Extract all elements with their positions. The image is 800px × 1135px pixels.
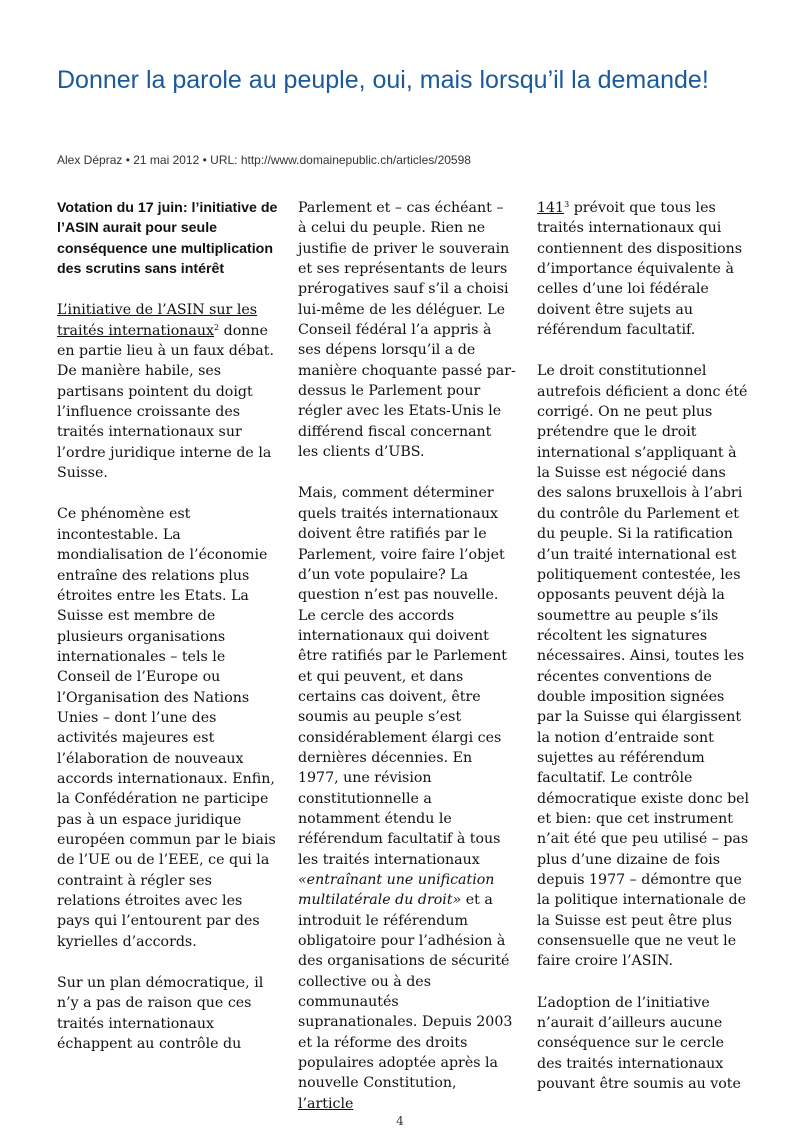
paragraph: Parlement et – cas échéant – à celui du peuple. Rien ne justifie de priver le souverain et ses représentants de leurs prérogatives sauf s’il a choisi lui-même de les déléguer. Le Conseil fédéral l’a appris à ses dépens lorsqu’il a de manière choquante passé par-dessus le Parlement pour régler avec les Etats-Unis le différend fiscal concernant les clients d’UBS. — [298, 200, 516, 461]
lead-subtitle: Votation du 17 juin: l’initiative de l’ASIN aurait pour seule conséquence une multiplication des scrutins sans intérêt — [57, 200, 278, 278]
paragraph-text: prévoit que tous les traités internationaux qui contiennent des dispositions d’importance équivalente à celles d’une loi fédérale doivent être sujets au référendum facultatif. — [537, 200, 743, 339]
paragraph — [298, 483, 516, 1114]
paragraph-text: et a introduit le référendum obligatoire pour l’adhésion à des organisations de sécurité collective ou à des communautés supranationales. Depuis 2003 et la réforme des droits populaires adoptée après la nouvelle Constitution, — [298, 892, 513, 1092]
paragraph: L’adoption de l’initiative n’aurait d’ailleurs aucune conséquence sur le cercle des traités internationaux pouvant être soumis au vote — [537, 994, 741, 1093]
page-number: 4 — [396, 1114, 404, 1128]
article-141-link[interactable]: l’article — [298, 1095, 354, 1112]
text-column-2 — [298, 198, 516, 1135]
article-byline: Alex Dépraz • 21 mai 2012 • URL: http://www.domainepublic.ch/articles/20598 — [57, 153, 471, 167]
paragraph — [57, 300, 279, 483]
paragraph-text: donne en partie lieu à un faux débat. De manière habile, ses partisans pointent du doigt l’influence croissante des traités internationaux sur l’ordre juridique interne de la Suisse. — [57, 322, 274, 482]
paragraph: Ce phénomène est incontestable. La mondialisation de l’économie entraîne des relations plus étroites entre les Etats. La Suisse est membre de plusieurs organisations internationales – tels le Conseil de l’Europe ou l’Organisation des Nations Unies – dont l’une des activités majeures est l’élaboration de nouveaux accords internationaux. Enfin, la Confédération ne participe pas à un espace juridique européen commun par le biais de l’UE ou de l’EEE, ce qui la contraint à régler ses relations étroites avec les pays qui l’entourent par des kyrielles d’accords. — [57, 506, 276, 950]
text-column-3 — [537, 198, 753, 1115]
paragraph: Le droit constitutionnel autrefois déficient a donc été corrigé. On ne peut plus prétendre que le droit international s’appliquant à la Suisse est négocié dans des salons bruxellois à l’abri du contrôle du Parlement et du peuple. Si la ratification d’un traité international est politiquement contestée, les opposants peuvent déjà la soumettre au peuple s’ils récoltent les signatures nécessaires. Ainsi, toutes les récentes conventions de double imposition signées par la Suisse qui élargissent la notion d’entraide sont sujettes au référendum facultatif. Le contrôle démocratique existe donc bel et bien: que cet instrument n’ait été que peu utilisé – pas plus d’une dizaine de fois depuis 1977 – démontre que la politique internationale de la Suisse est peut être plus consensuelle que ne veut le faire croire l’ASIN. — [537, 363, 750, 970]
asin-initiative-link[interactable]: L’initiative de l’ASIN sur les traités internationaux — [57, 302, 258, 339]
article-141-link-continued[interactable]: 141 — [537, 200, 565, 216]
footnote-ref[interactable]: 2 — [214, 322, 220, 332]
quotation: «entraînant une unification multilatérale du droit» — [298, 872, 495, 909]
paragraph: Sur un plan démocratique, il n’y a pas de raison que ces traités internationaux échappent au contrôle du — [57, 975, 264, 1053]
paragraph — [537, 198, 753, 340]
footnote-ref[interactable]: 3 — [564, 200, 570, 209]
text-column-1 — [57, 198, 279, 1075]
paragraph-text: Mais, comment déterminer quels traités internationaux doivent être ratifiés par le Parlement, voire faire l’objet d’un vote populaire? La question n’est pas nouvelle. Le cercle des accords internationaux qui doivent être ratifiés par le Parlement et qui peuvent, et dans certains cas doivent, être soumis au peuple s’est considérablement élargi ces dernières décennies. En 1977, une révision constitutionnelle a notamment étendu le référendum facultatif à tous les traités internationaux — [298, 485, 507, 868]
article-title: Donner la parole au peuple, oui, mais lorsqu’il la demande! — [57, 66, 709, 94]
